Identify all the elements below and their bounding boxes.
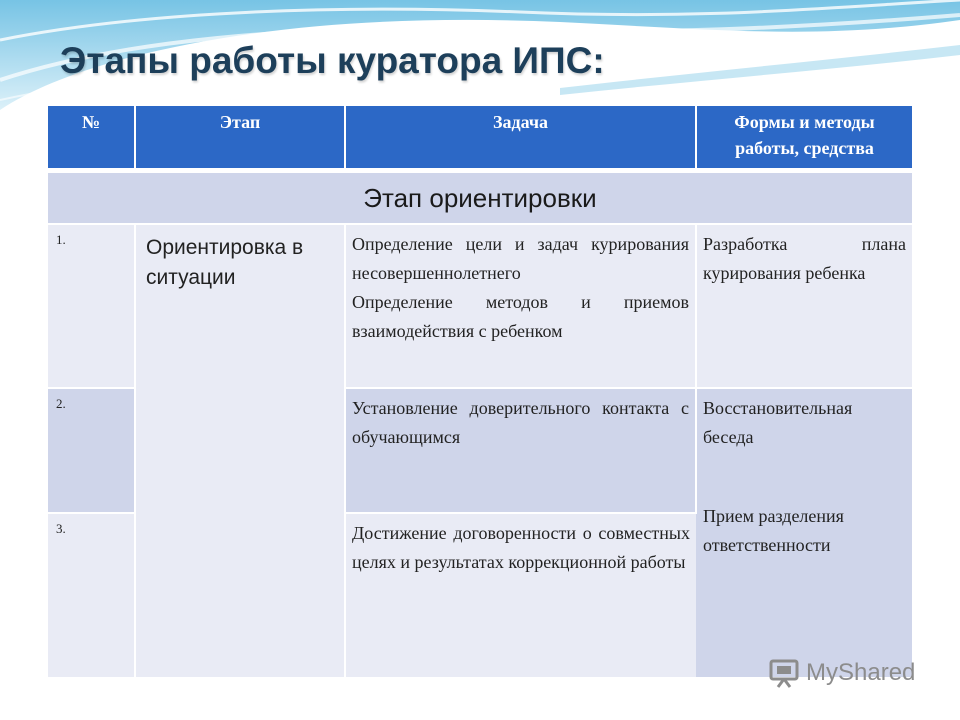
row-task: [345, 224, 696, 388]
row-task: Достижение договоренности о совместных целях и результатах коррекционной работы: [345, 513, 696, 678]
watermark-text: MyShared: [806, 659, 916, 686]
stage-name: Ориентировка в ситуации: [135, 224, 345, 678]
table-row: [48, 224, 912, 388]
slide-title: Этапы работы куратора ИПС:: [60, 40, 605, 81]
curator-stages-table: [48, 106, 912, 679]
row-method: Разработка плана курирования ребенка: [696, 224, 912, 388]
row-number: 1.: [48, 224, 135, 388]
header-stage: Этап: [135, 106, 345, 171]
watermark: [768, 658, 915, 688]
row-task: Установление доверительного контакта с обучающимся: [345, 388, 696, 513]
header-methods: Формы и методы работы, средства: [696, 106, 912, 171]
stage-heading: Этап ориентировки: [48, 171, 912, 225]
method-text: Прием разделения ответственности: [703, 506, 844, 555]
stage-heading-row: [48, 171, 912, 225]
row-method: [696, 388, 912, 678]
header-number: №: [48, 106, 135, 171]
task-text: Определение цели и задач курирования несовершеннолетнего: [352, 234, 689, 283]
row-number: 2.: [48, 388, 135, 513]
header-task: Задача: [345, 106, 696, 171]
row-number: 3.: [48, 513, 135, 678]
presentation-screen-icon: [768, 658, 800, 688]
method-text: Восстановительная беседа: [703, 398, 853, 447]
table-header-row: [48, 106, 912, 171]
task-text: Определение методов и приемов взаимодействия с ребенком: [352, 292, 689, 341]
